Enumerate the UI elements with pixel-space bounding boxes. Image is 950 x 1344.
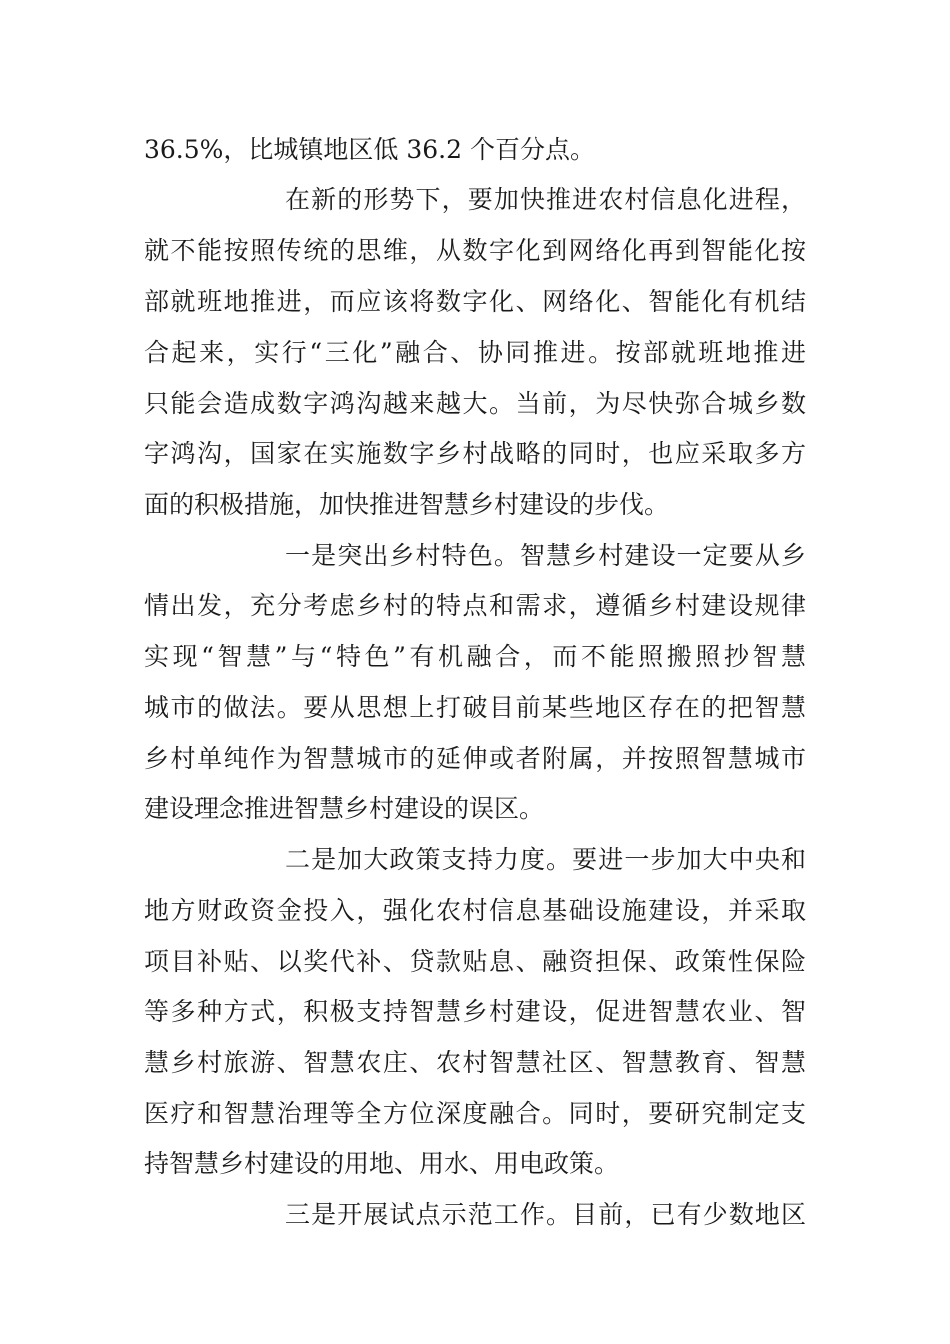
text-line-11: 实现“智慧”与“特色”有机融合，而不能照搬照抄智慧 <box>144 642 806 671</box>
text-line-18: 等多种方式，积极支持智慧乡村建设，促进智慧农业、智 <box>144 997 806 1026</box>
paragraph-start-line: 在新的形势下，要加快推进农村信息化进程， <box>285 185 806 214</box>
text-line-20: 医疗和智慧治理等全方位深度融合。同时，要研究制定支 <box>144 1099 806 1128</box>
text-line-14: 建设理念推进智慧乡村建设的误区。 <box>144 794 545 823</box>
text-line-13: 乡村单纯作为智慧城市的延伸或者附属，并按照智慧城市 <box>144 744 806 773</box>
paragraph-start-line: 三是开展试点示范工作。目前，已有少数地区 <box>285 1200 806 1229</box>
text-line-12: 城市的做法。要从思想上打破目前某些地区存在的把智慧 <box>144 693 806 722</box>
text-line-10: 情出发，充分考虑乡村的特点和需求，遵循乡村建设规律 <box>144 591 806 620</box>
paragraph-start-line: 二是加大政策支持力度。要进一步加大中央和 <box>285 845 806 874</box>
text-line-21: 持智慧乡村建设的用地、用水、用电政策。 <box>144 1149 620 1178</box>
text-line-5: 合起来，实行“三化”融合、协同推进。按部就班地推进 <box>144 338 806 367</box>
text-line-17: 项目补贴、以奖代补、贷款贴息、融资担保、政策性保险 <box>144 947 806 976</box>
text-line-8: 面的积极措施，加快推进智慧乡村建设的步伐。 <box>144 490 670 519</box>
text-line-3: 就不能按照传统的思维，从数字化到网络化再到智能化按 <box>144 236 806 265</box>
text-line-4: 部就班地推进，而应该将数字化、网络化、智能化有机结 <box>144 287 806 316</box>
text-line-19: 慧乡村旅游、智慧农庄、农村智慧社区、智慧教育、智慧 <box>144 1048 806 1077</box>
text-line-16: 地方财政资金投入，强化农村信息基础设施建设，并采取 <box>144 896 806 925</box>
text-line-1: 36.5%，比城镇地区低 36.2 个百分点。 <box>144 135 595 164</box>
text-line-6: 只能会造成数字鸿沟越来越大。当前，为尽快弥合城乡数 <box>144 389 806 418</box>
paragraph-start-line: 一是突出乡村特色。智慧乡村建设一定要从乡 <box>285 541 806 570</box>
text-line-7: 字鸿沟，国家在实施数字乡村战略的同时，也应采取多方 <box>144 439 806 468</box>
